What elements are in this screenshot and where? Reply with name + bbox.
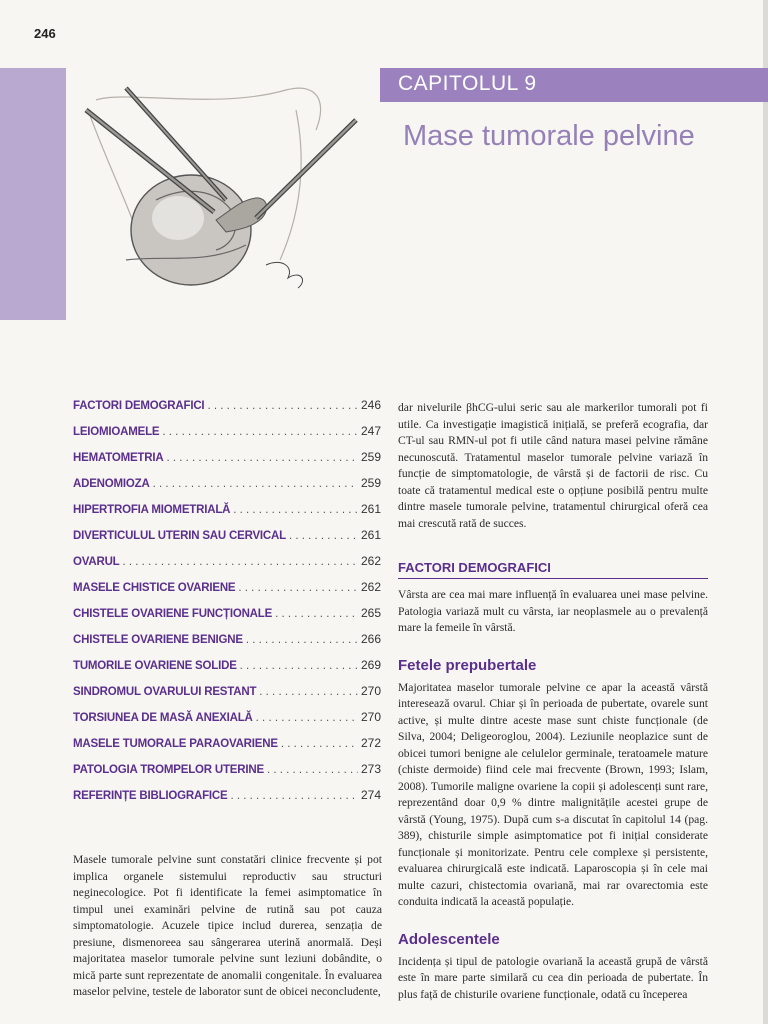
toc-page: 266 <box>360 632 381 646</box>
chapter-label: CAPITOLUL 9 <box>398 72 537 95</box>
toc-page: 247 <box>360 424 381 438</box>
toc-entry[interactable] <box>73 762 381 779</box>
toc-leader <box>166 452 358 464</box>
toc-page: 272 <box>360 736 381 750</box>
toc-label: TUMORILE OVARIENE SOLIDE <box>73 660 237 672</box>
toc-entry[interactable] <box>73 788 381 805</box>
intro-paragraph: Masele tumorale pelvine sunt constatări clinice frecvente și pot implica organele sistemului reproductiv sau structuri neginecologice. Pot fi identificate la femei asimptomatice în timpul unei examinări pelvine de rutină sau pot cauza simptomatologie. Acuzele tipice includ durerea, senzația de presiune, dismenoreea sau sângerarea uterină anormală. Deși majoritatea maselor tumorale pelvine sunt leziuni dobândite, o mică parte sunt reprezentate de anomalii congenitale. În evaluarea maselor pelvine, testele de laborator sunt de obicei neconcludente, <box>73 853 382 998</box>
toc-leader <box>289 530 358 542</box>
toc-page: 261 <box>360 502 381 516</box>
chapter-side-bar <box>0 68 66 320</box>
toc-label: TORSIUNEA DE MASĂ ANEXIALĂ <box>73 712 253 724</box>
toc-leader <box>233 504 358 516</box>
toc-leader <box>240 660 358 672</box>
toc-entry[interactable] <box>73 580 381 597</box>
toc-label: FACTORI DEMOGRAFICI <box>73 400 205 412</box>
toc-leader <box>153 478 358 490</box>
toc-entry[interactable] <box>73 476 381 493</box>
subheading-adolescents: Adolescentele <box>398 930 500 948</box>
page-edge-shadow <box>763 0 768 1024</box>
toc-entry[interactable] <box>73 528 381 545</box>
toc-entry[interactable] <box>73 502 381 519</box>
toc-label: ADENOMIOZA <box>73 478 150 490</box>
toc-label: SINDROMUL OVARULUI RESTANT <box>73 686 257 698</box>
toc-leader <box>275 608 358 620</box>
intro-section <box>73 852 382 1001</box>
prepubertal-paragraph: Majoritatea maselor tumorale pelvine ce apar la această vârstă interesează ovarul. Chiar și în perioada de pubertate, ovarele sunt active, și multe dintre aceste mase sunt chiste funcționale (de Silva, 2004; Deligeoroglou, 2004). Leziunile neoplazice sunt de obicei tumori benigne ale celulelor germinale, teratoamele mature (chiste dermoide) fiind cele mai frecvente (Brown, 1993; Islam, 2008). Tumorile maligne ovariene la copii și adolescenți sunt rare, reprezentând doar 0,9 % dintre malignitățile acestei grupe de vârstă (Young, 1975). După cum s-a discutat în capitolul 14 (pag. 389), chisturile simple asimptomatice pot fi inițial considerate funcționale și monitorizate. Pentru cele complexe și persistente, evaluarea chirurgicală este indicată. Laparoscopia și în cele mai multe cazuri, chistectomia ovariană, mai rar ovarectomia este conduita indicată la această populație. <box>398 680 708 908</box>
toc-entry[interactable] <box>73 736 381 753</box>
toc-label: PATOLOGIA TROMPELOR UTERINE <box>73 764 264 776</box>
section-heading-demographic: FACTORI DEMOGRAFICI <box>398 560 708 579</box>
toc-page: 273 <box>360 762 381 776</box>
toc-page: 262 <box>360 554 381 568</box>
continuation-paragraph: dar nivelurile βhCG-ului seric sau ale markerilor tumorali pot fi utile. Ca investigație imagistică inițială, se preferă ecografia, dar CT-ul sau RMN-ul pot fi utile când natura masei pelvine rămâne necunoscută. Tratamentul maselor tumorale pelvine variază în funcție de simptomatologie, de vârstă și de factorii de risc. Cu toate că tratamentul medical este o opțiune posibilă pentru multe dintre masele tumorale pelvine, tratamentul chirurgical oferă cea mai crescută rată de succes. <box>398 401 708 530</box>
toc-label: HEMATOMETRIA <box>73 452 164 464</box>
toc-page: 259 <box>360 476 381 490</box>
toc-page: 246 <box>360 398 381 412</box>
toc-leader <box>259 686 358 698</box>
toc-entry[interactable] <box>73 424 381 441</box>
toc-leader <box>238 582 358 594</box>
demographic-paragraph: Vârsta are cea mai mare influență în evaluarea unei mase pelvine. Patologia variază mult cu vârsta, iar neoplasmele au o prevalență mare la femeile în vârstă. <box>398 588 708 634</box>
toc-label: MASELE CHISTICE OVARIENE <box>73 582 236 594</box>
toc-leader <box>267 764 358 776</box>
toc-label: MASELE TUMORALE PARAOVARIENE <box>73 738 278 750</box>
toc-entry[interactable] <box>73 398 381 415</box>
toc-entry[interactable] <box>73 710 381 727</box>
chapter-title: Mase tumorale pelvine <box>403 120 695 152</box>
toc-entry[interactable] <box>73 632 381 649</box>
toc-page: 265 <box>360 606 381 620</box>
toc-page: 270 <box>360 684 381 698</box>
toc-entry[interactable] <box>73 450 381 467</box>
toc-label: CHISTELE OVARIENE FUNCȚIONALE <box>73 608 273 620</box>
toc-label: REFERINȚE BIBLIOGRAFICE <box>73 790 228 802</box>
toc-leader <box>281 738 358 750</box>
toc-page: 261 <box>360 528 381 542</box>
toc-entry[interactable] <box>73 684 381 701</box>
toc-entry[interactable] <box>73 658 381 675</box>
toc-leader <box>123 556 358 568</box>
toc-leader <box>256 712 358 724</box>
adolescents-paragraph: Incidența și tipul de patologie ovariană la această grupă de vârstă este în mare parte similară cu cea din perioada de pubertate. În plus față de chisturile ovariene funcționale, odată cu începerea <box>398 954 708 1001</box>
toc-leader <box>231 790 358 802</box>
toc-label: DIVERTICULUL UTERIN SAU CERVICAL <box>73 530 286 542</box>
toc-leader <box>207 400 358 412</box>
toc-page: 274 <box>360 788 381 802</box>
toc-leader <box>162 426 358 438</box>
toc-label: OVARUL <box>73 556 120 568</box>
toc-entry[interactable] <box>73 606 381 623</box>
subheading-prepubertal: Fetele prepubertale <box>398 656 537 674</box>
laparoscopy-illustration <box>66 70 382 320</box>
toc-page: 259 <box>360 450 381 464</box>
toc-page: 270 <box>360 710 381 724</box>
toc-page: 269 <box>360 658 381 672</box>
toc-label: HIPERTROFIA MIOMETRIALĂ <box>73 504 231 516</box>
page-number: 246 <box>34 26 56 41</box>
toc-entry[interactable] <box>73 554 381 571</box>
right-column <box>398 400 708 1003</box>
toc-label: LEIOMIOAMELE <box>73 426 160 438</box>
table-of-contents <box>73 398 381 814</box>
toc-label: CHISTELE OVARIENE BENIGNE <box>73 634 243 646</box>
toc-page: 262 <box>360 580 381 594</box>
toc-leader <box>246 634 358 646</box>
